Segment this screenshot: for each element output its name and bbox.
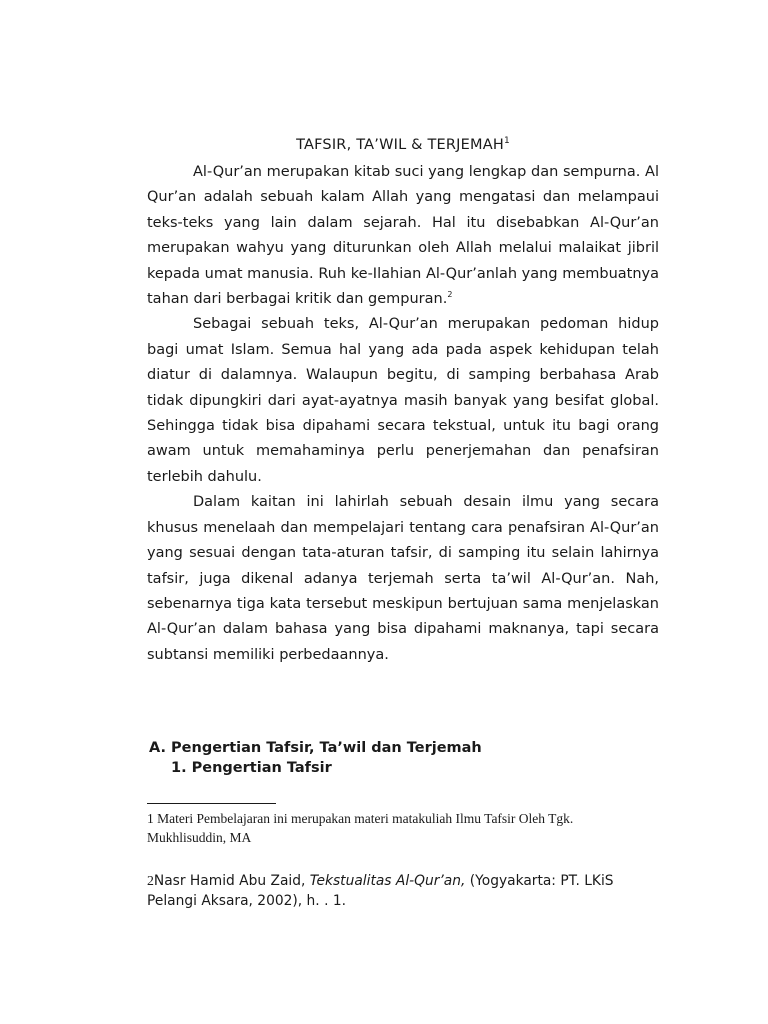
footnote-2-author: Nasr Hamid Abu Zaid, bbox=[153, 873, 310, 889]
footnote-1-number: 1 bbox=[147, 811, 154, 826]
paragraph-1 bbox=[147, 160, 659, 312]
footnote-1-text: Materi Pembelajaran ini merupakan materi matakuliah Ilmu Tafsir Oleh Tgk. Mukhlisuddin, MA bbox=[147, 811, 574, 845]
footnote-2-book-title: Tekstualitas Al-Qur’an, bbox=[309, 873, 466, 889]
body-text bbox=[147, 160, 659, 668]
footnote-2-number: 2 bbox=[147, 873, 154, 888]
title-text: TAFSIR, TA’WIL & TERJEMAH bbox=[296, 136, 504, 153]
title-footnote-ref[interactable]: 1 bbox=[503, 136, 510, 146]
paragraph-3: Dalam kaitan ini lahirlah sebuah desain ilmu yang secara khusus menelaah dan mempelajari tentang cara penafsiran Al-Qur’an yang sesuai dengan tata-aturan tafsir, di samping itu selain lahirnya tafsir, juga dikenal adanya terjemah serta ta’wil Al-Qur’an. Nah, sebenarnya tiga kata tersebut meskipun bertujuan sama menjelaskan Al-Qur’an dalam bahasa yang bisa dipahami maknanya, tapi secara subtansi memiliki perbedaannya. bbox=[147, 494, 659, 663]
paragraph-2: Sebagai sebuah teks, Al-Qur’an merupakan pedoman hidup bagi umat Islam. Semua hal yang ada pada aspek kehidupan telah diatur di dalamnya. Walaupun begitu, di samping berbahasa Arab tidak dipungkiri dari ayat-ayatnya masih banyak yang besifat global. Sehingga tidak bisa dipahami secara tekstual, untuk itu bagi orang awam untuk memahaminya perlu penerjemahan dan penafsiran terlebih dahulu. bbox=[147, 316, 659, 485]
footnote-2-publication: (Yogyakarta: PT. LKiS Pelangi Aksara, 2002), h. . 1. bbox=[147, 873, 614, 909]
paragraph-1-text: Al-Qur’an merupakan kitab suci yang lengkap dan sempurna. Al Qur’an adalah sebuah kalam Allah yang mengatasi dan melampaui teks-teks yang lain dalam sejarah. Hal itu disebabkan Al-Qur’an merupakan wahyu yang diturunkan oleh Allah melalui malaikat jibril kepada umat manusia. Ruh ke-Ilahian Al-Qur’anlah yang membuatnya tahan dari berbagai kritik dan gempuran. bbox=[147, 164, 659, 308]
footnote-1 bbox=[147, 809, 647, 847]
footnote-2 bbox=[147, 871, 647, 911]
section-heading-a: A. Pengertian Tafsir, Ta’wil dan Terjemah bbox=[149, 740, 482, 756]
document-title bbox=[147, 136, 659, 153]
footnote-separator bbox=[147, 803, 276, 804]
footnote-ref-2[interactable]: 2 bbox=[447, 290, 453, 300]
subsection-heading-1: 1. Pengertian Tafsir bbox=[171, 760, 332, 776]
